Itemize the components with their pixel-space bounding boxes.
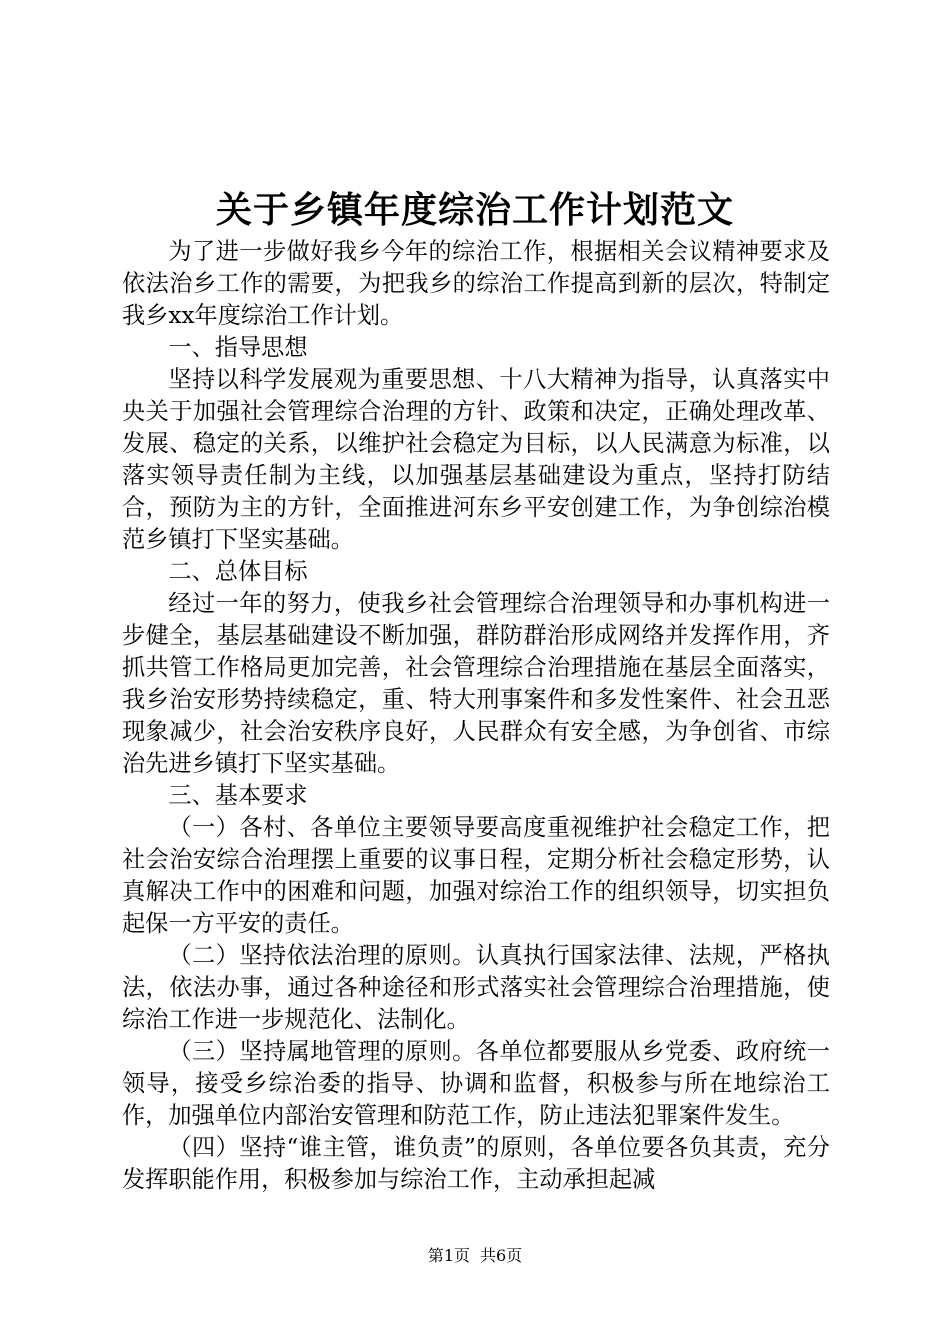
page-total: 共6页 (480, 1246, 523, 1265)
requirement-paragraph-1: （一）各村、各单位主要领导要高度重视维护社会稳定工作，把社会治安综合治理摆上重要的议事日程，定期分析社会稳定形势，认真解决工作中的困难和问题，加强对综治工作的组织领导，切实担负起保一方平安的责任。 (122, 814, 830, 937)
page-footer (0, 1244, 950, 1268)
intro-paragraph: 为了进一步做好我乡今年的综治工作，根据相关会议精神要求及依法治乡工作的需要，为把我乡的综治工作提高到新的层次，特制定我乡xx年度综治工作计划。 (122, 238, 830, 329)
document-title: 关于乡镇年度综治工作计划范文 (215, 189, 734, 231)
requirement-paragraph-2: （二）坚持依法治理的原则。认真执行国家法律、法规，严格执法，依法办事，通过各种途径和形式落实社会管理综合治理措施，使综治工作进一步规范化、法制化。 (122, 942, 830, 1033)
document-body (122, 236, 830, 1196)
section-heading-overall-goal: 二、总体目标 (168, 558, 308, 585)
page-number: 第1页 (427, 1246, 470, 1265)
overall-goal-paragraph: 经过一年的努力，使我乡社会管理综合治理领导和办事机构进一步健全，基层基础建设不断加强，群防群治形成网络并发挥作用，齐抓共管工作格局更加完善，社会管理综合治理措施在基层全面落实，我乡治安形势持续稳定，重、特大刑事案件和多发性案件、社会丑恶现象减少，社会治安秩序良好，人民群众有安全感，为争创省、市综治先进乡镇打下坚实基础。 (122, 590, 830, 777)
section-heading-guiding-ideology: 一、指导思想 (168, 334, 308, 361)
section-heading-basic-requirements: 三、基本要求 (168, 782, 308, 809)
guiding-ideology-paragraph: 坚持以科学发展观为重要思想、十八大精神为指导，认真落实中央关于加强社会管理综合治理的方针、政策和决定，正确处理改革、发展、稳定的关系，以维护社会稳定为目标，以人民满意为标准，以落实领导责任制为主线，以加强基层基础建设为重点，坚持打防结合，预防为主的方针，全面推进河东乡平安创建工作，为争创综治模范乡镇打下坚实基础。 (122, 366, 830, 553)
requirement-paragraph-3: （三）坚持属地管理的原则。各单位都要服从乡党委、政府统一领导，接受乡综治委的指导、协调和监督，积极参与所在地综治工作，加强单位内部治安管理和防范工作，防止违法犯罪案件发生。 (122, 1038, 830, 1129)
requirement-paragraph-4: （四）坚持“谁主管，谁负责”的原则，各单位要各负其责，充分发挥职能作用，积极参加与综治工作，主动承担起减 (122, 1134, 830, 1193)
